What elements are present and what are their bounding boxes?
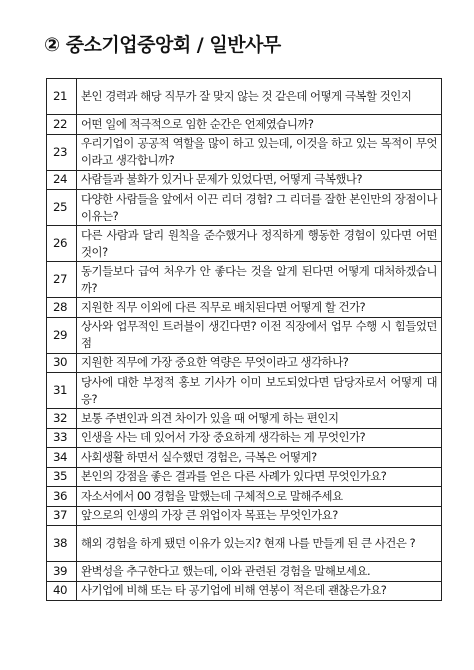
question-number: 37 xyxy=(47,506,77,526)
table-row xyxy=(47,79,442,115)
question-text: 지원한 직무에 가장 중요한 역량은 무엇이라고 생각하나? xyxy=(77,353,442,373)
question-number: 29 xyxy=(47,317,77,353)
question-text: 사회생활 하면서 실수했던 경험은, 극복은 어떻게? xyxy=(77,448,442,468)
question-text: 지원한 직무 이외에 다른 직무로 배치된다면 어떻게 할 건가? xyxy=(77,298,442,318)
question-text: 본인 경력과 해당 직무가 잘 맞지 않는 것 같은데 어떻게 극복할 것인지 xyxy=(77,79,442,115)
table-row xyxy=(47,134,442,170)
question-number: 33 xyxy=(47,428,77,448)
table-row xyxy=(47,298,442,318)
question-number: 23 xyxy=(47,134,77,170)
question-text: 해외 경험을 하게 됐던 이유가 있는지? 현재 나를 만들게 된 큰 사건은 ? xyxy=(77,526,442,562)
question-text: 사람들과 불화가 있거나 문제가 있었다면, 어떻게 극복했나? xyxy=(77,170,442,190)
table-row xyxy=(47,581,442,601)
question-number: 31 xyxy=(47,373,77,409)
question-number: 26 xyxy=(47,226,77,262)
table-row xyxy=(47,373,442,409)
table-row xyxy=(47,506,442,526)
table-row xyxy=(47,467,442,487)
question-text: 앞으로의 인생의 가장 큰 위업이자 목표는 무엇인가요? xyxy=(77,506,442,526)
question-number: 36 xyxy=(47,487,77,507)
question-number: 40 xyxy=(47,581,77,601)
question-number: 39 xyxy=(47,562,77,582)
table-row xyxy=(47,353,442,373)
question-number: 28 xyxy=(47,298,77,318)
question-text: 사기업에 비해 또는 타 공기업에 비해 연봉이 적은데 괜찮은가요? xyxy=(77,581,442,601)
question-text: 다른 사람과 달리 원칙을 준수했거나 정직하게 행동한 경험이 있다면 어떤 것이? xyxy=(77,226,442,262)
table-row xyxy=(47,317,442,353)
question-text: 완벽성을 추구한다고 했는데, 이와 관련된 경험을 말해보세요. xyxy=(77,562,442,582)
question-text: 본인의 강점을 좋은 결과를 얻은 다른 사례가 있다면 무엇인가요? xyxy=(77,467,442,487)
table-row xyxy=(47,562,442,582)
question-number: 38 xyxy=(47,526,77,562)
table-row xyxy=(47,428,442,448)
question-number: 25 xyxy=(47,190,77,226)
question-text: 우리기업이 공공적 역할을 많이 하고 있는데, 이것을 하고 있는 목적이 무엇이라고 생각합니까? xyxy=(77,134,442,170)
question-text: 동기들보다 급여 처우가 안 좋다는 것을 알게 된다면 어떻게 대처하겠습니까? xyxy=(77,262,442,298)
table-row xyxy=(47,170,442,190)
question-table xyxy=(46,78,442,601)
question-number: 27 xyxy=(47,262,77,298)
page-title: ② 중소기업중앙회 / 일반사무 xyxy=(44,34,281,56)
table-row xyxy=(47,526,442,562)
table-row xyxy=(47,487,442,507)
table-row xyxy=(47,409,442,429)
table-row xyxy=(47,226,442,262)
table-row xyxy=(47,115,442,135)
question-text: 당사에 대한 부정적 홍보 기사가 이미 보도되었다면 담당자로서 어떻게 대응? xyxy=(77,373,442,409)
question-text: 상사와 업무적인 트러블이 생긴다면? 이전 직장에서 업무 수행 시 힘들었던 점 xyxy=(77,317,442,353)
question-number: 34 xyxy=(47,448,77,468)
table-row xyxy=(47,262,442,298)
table-row xyxy=(47,448,442,468)
question-number: 35 xyxy=(47,467,77,487)
question-text: 자소서에서 00 경험을 말했는데 구체적으로 말해주세요 xyxy=(77,487,442,507)
question-text: 인생을 사는 데 있어서 가장 중요하게 생각하는 게 무엇인가? xyxy=(77,428,442,448)
question-text: 다양한 사람들을 앞에서 이끈 리더 경험? 그 리더를 잘한 본인만의 장점이나 이유는? xyxy=(77,190,442,226)
question-number: 21 xyxy=(47,79,77,115)
table-row xyxy=(47,190,442,226)
question-number: 22 xyxy=(47,115,77,135)
question-text: 보통 주변인과 의견 차이가 있을 때 어떻게 하는 편인지 xyxy=(77,409,442,429)
question-number: 32 xyxy=(47,409,77,429)
question-text: 어떤 일에 적극적으로 임한 순간은 언제였습니까? xyxy=(77,115,442,135)
question-number: 30 xyxy=(47,353,77,373)
question-table-body xyxy=(47,79,442,601)
question-number: 24 xyxy=(47,170,77,190)
